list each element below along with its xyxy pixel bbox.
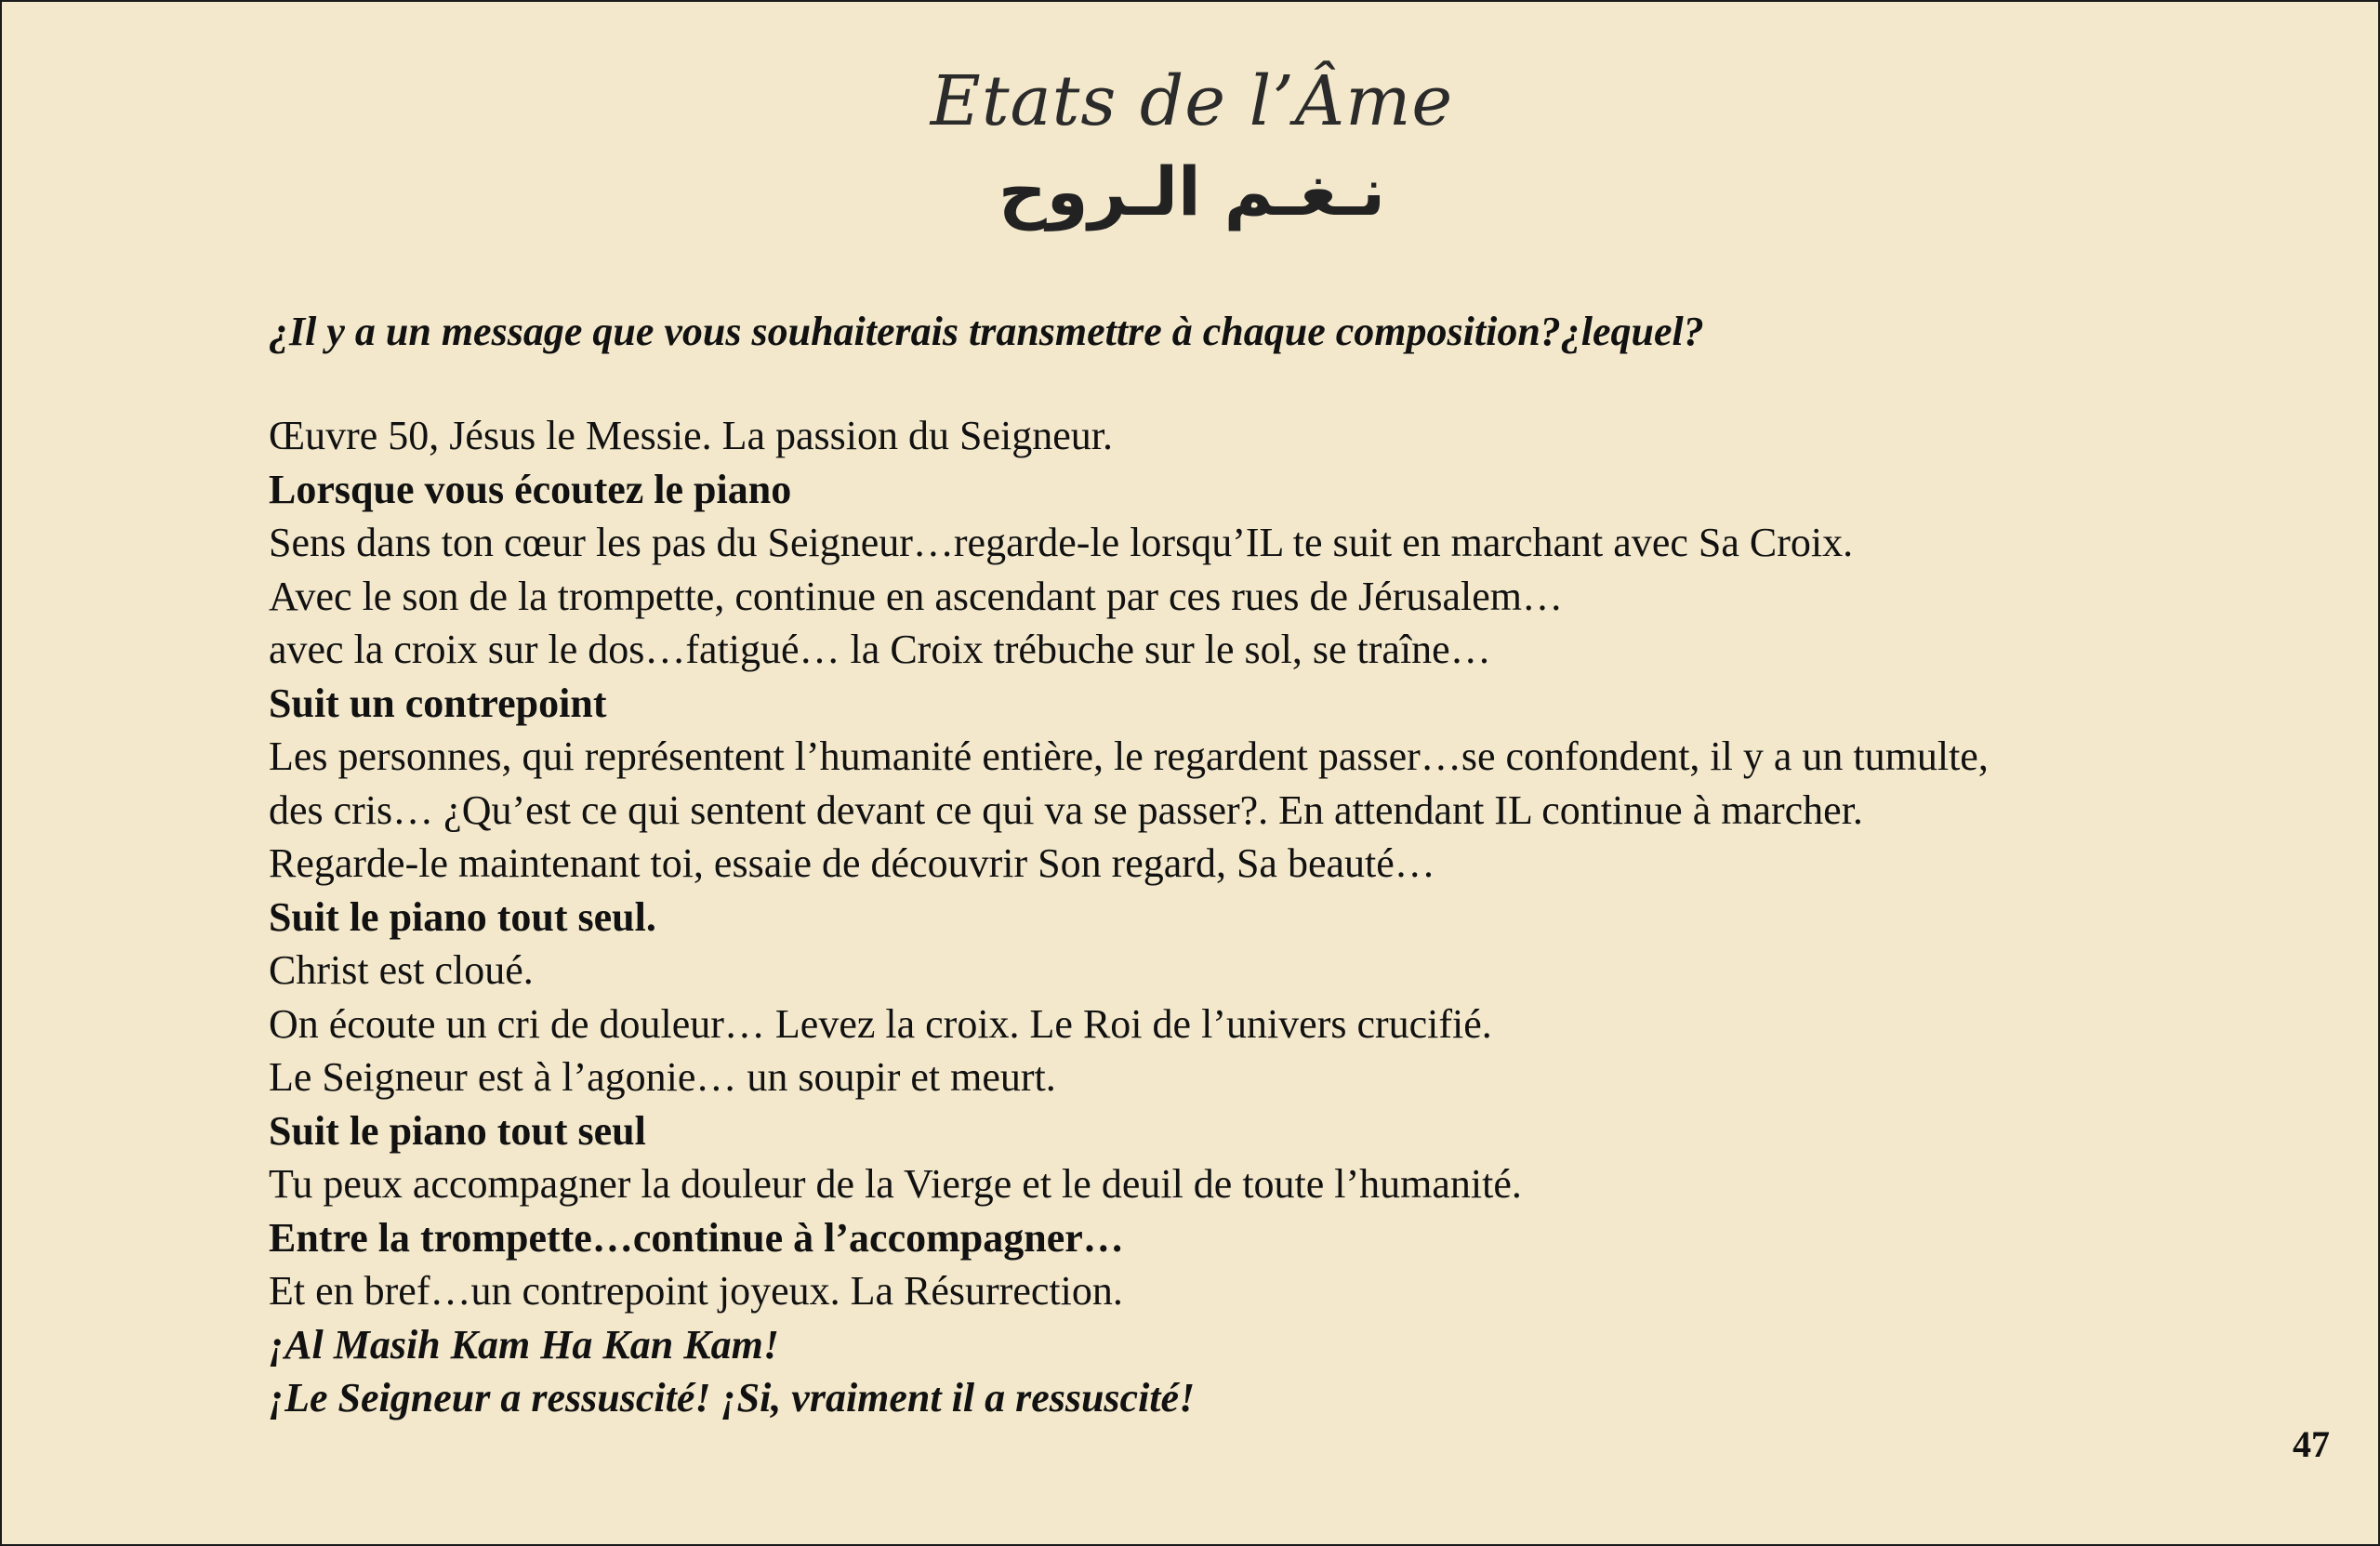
text-line: On écoute un cri de douleur… Levez la croix. Le Roi de l’univers crucifié.	[269, 1000, 1492, 1047]
text-line: Regarde-le maintenant toi, essaie de découvrir Son regard, Sa beauté…	[269, 840, 1435, 886]
text-line: Œuvre 50, Jésus le Messie. La passion du Seigneur.	[269, 413, 1113, 458]
page-subtitle-arabic: نـغـم الـروح	[998, 152, 1386, 231]
body-text	[269, 409, 1989, 1425]
text-line: des cris… ¿Qu’est ce qui sentent devant ce qui va se passer?. En attendant IL continue à marcher.	[269, 786, 1863, 833]
exclamation-line: ¡Al Masih Kam Ha Kan Kam!	[269, 1321, 779, 1368]
text-line: Et en bref…un contrepoint joyeux. La Résurrection.	[269, 1268, 1123, 1314]
text-line: Christ est cloué.	[269, 947, 534, 993]
text-line: Avec le son de la trompette, continue en ascendant par ces rues de Jérusalem…	[269, 573, 1563, 619]
section-heading: Suit un contrepoint	[269, 680, 607, 726]
text-line: Tu peux accompagner la douleur de la Vierge et le deuil de toute l’humanité.	[269, 1161, 1522, 1207]
page-title: Etats de l’Âme	[930, 61, 1454, 141]
page-number: 47	[2293, 1423, 2330, 1465]
text-line: Sens dans ton cœur les pas du Seigneur…regarde-le lorsqu’IL te suit en marchant avec Sa Croix.	[269, 520, 1854, 565]
section-heading: Suit le piano tout seul.	[269, 893, 656, 940]
section-heading: Suit le piano tout seul	[269, 1107, 646, 1154]
text-line: avec la croix sur le dos…fatigué… la Croix trébuche sur le sol, se traîne…	[269, 627, 1491, 672]
section-heading: Lorsque vous écoutez le piano	[269, 466, 792, 512]
text-line: Le Seigneur est à l’agonie… un soupir et meurt.	[269, 1054, 1056, 1100]
exclamation-line: ¡Le Seigneur a ressuscité! ¡Si, vraiment il a ressuscité!	[269, 1375, 1196, 1420]
text-line: Les personnes, qui représentent l’humanité entière, le regardent passer…se confondent, il y a un tumulte,	[269, 733, 1989, 779]
section-heading: Entre la trompette…continue à l’accompagner…	[269, 1214, 1124, 1261]
question-heading: ¿Il y a un message que vous souhaiterais transmettre à chaque composition?¿lequel?	[269, 309, 1704, 354]
